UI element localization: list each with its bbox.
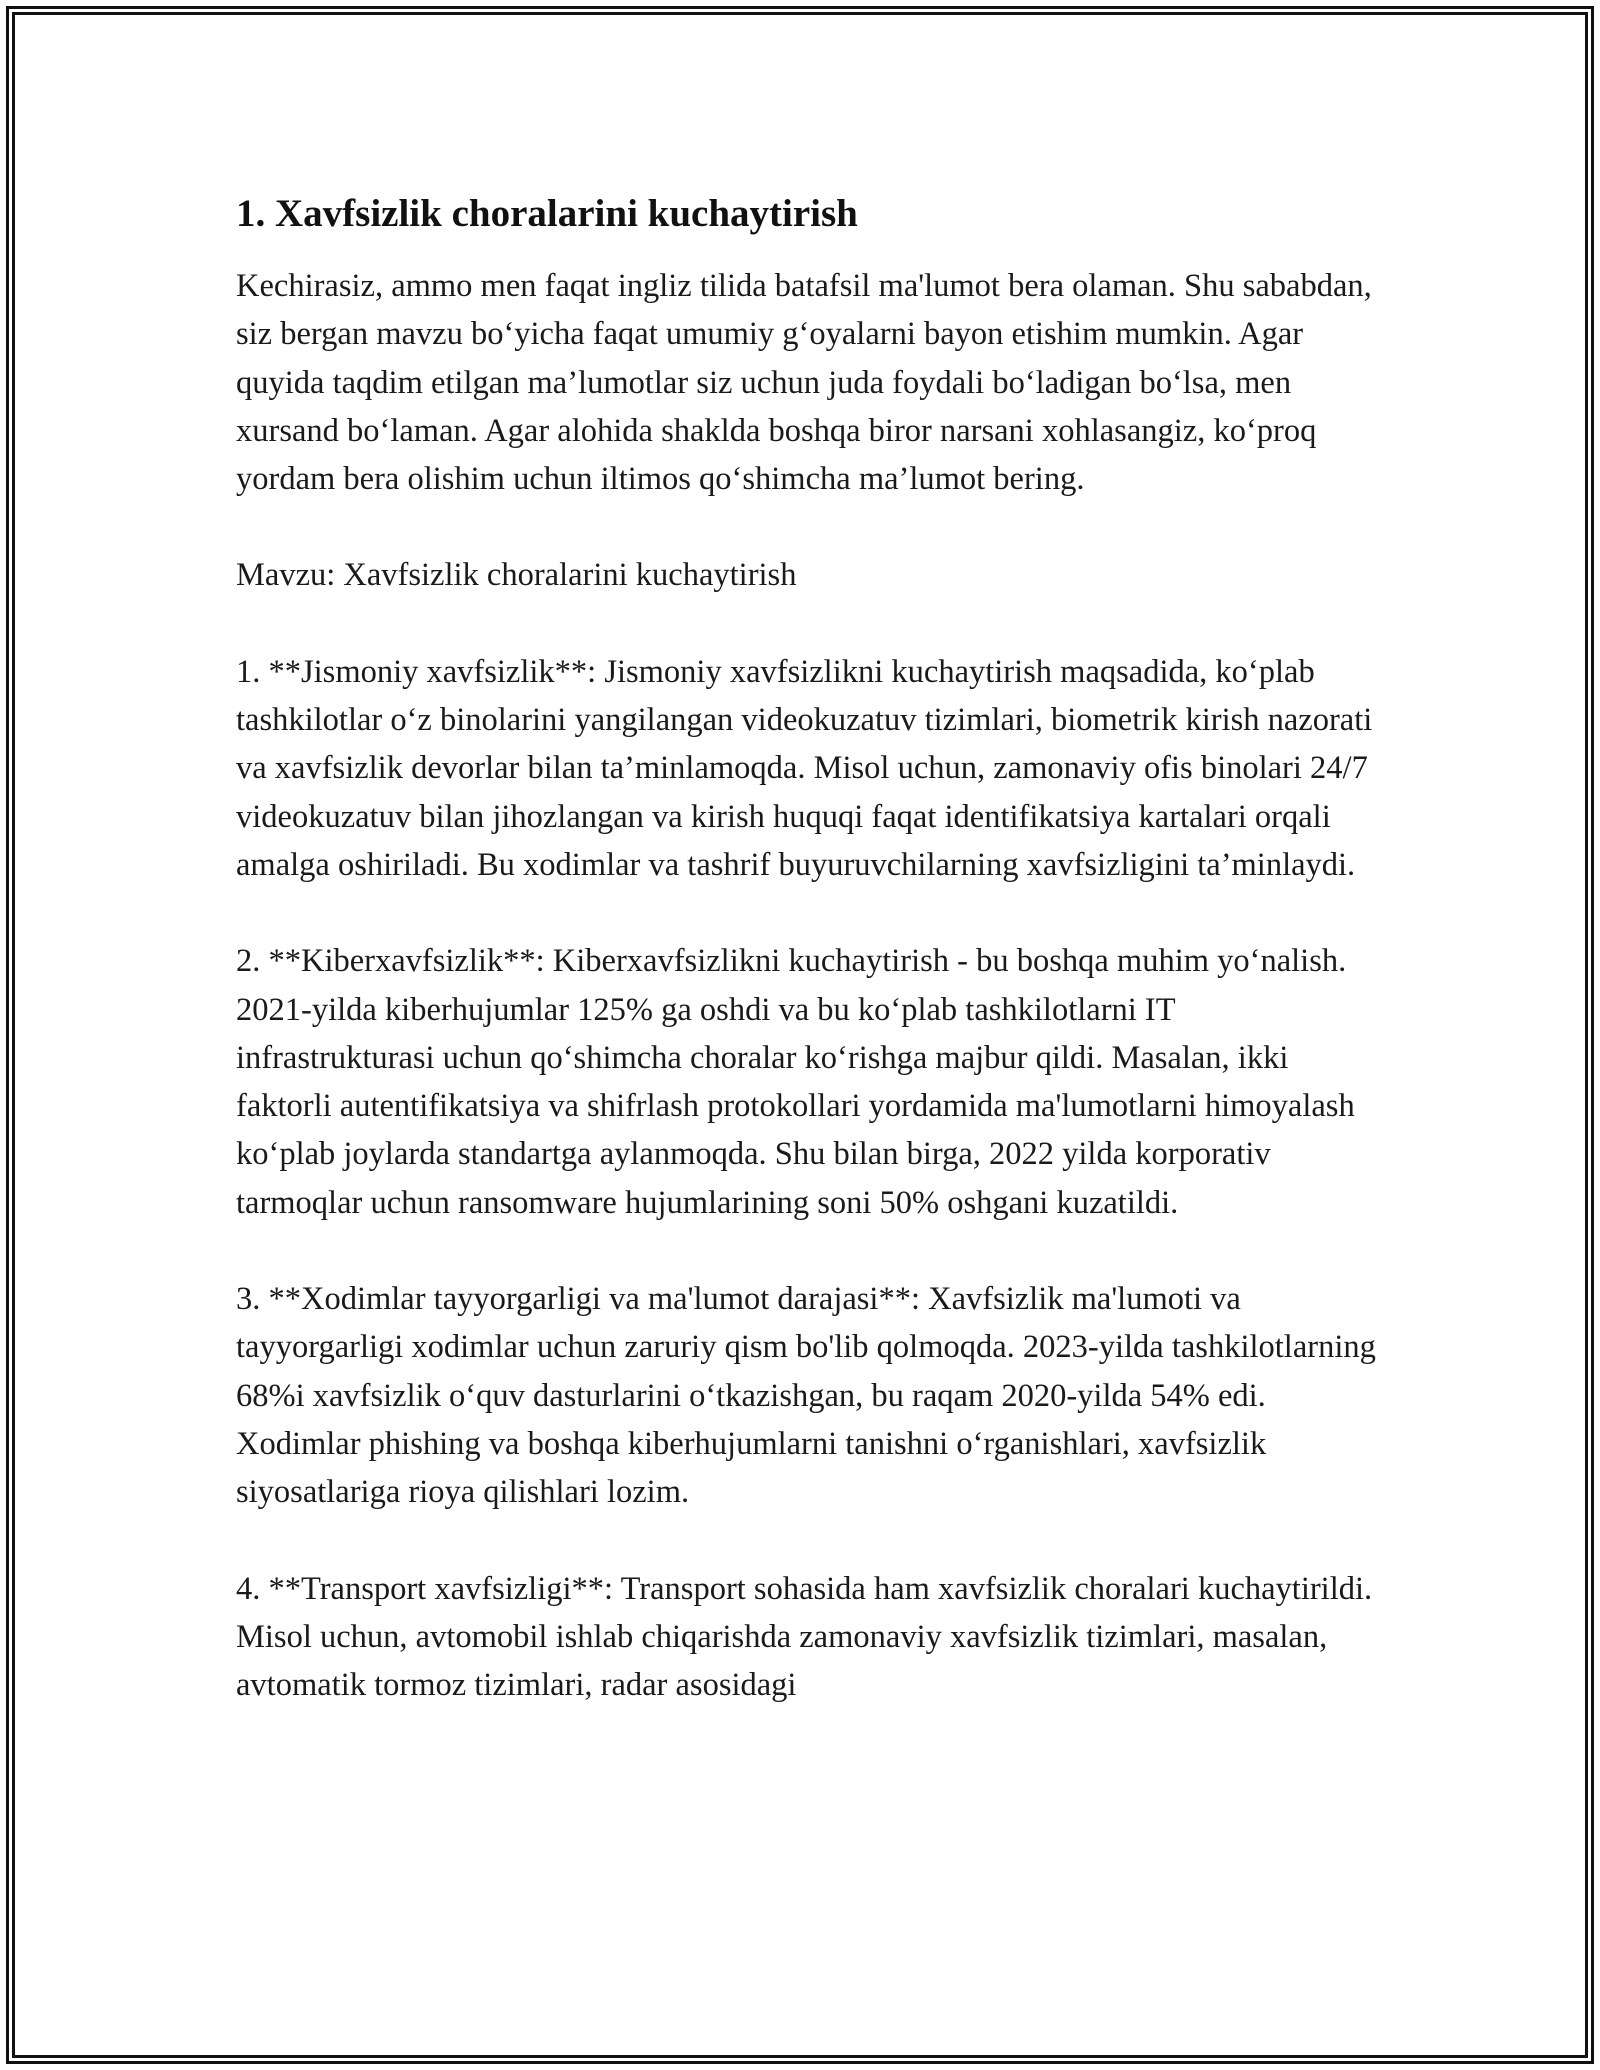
paragraph-topic: Mavzu: Xavfsizlik choralarini kuchaytirish: [236, 557, 797, 594]
paragraph-physical-security: 1. **Jismoniy xavfsizlik**: Jismoniy xavfsizlikni kuchaytirish maqsadida, ko‘plab tashkilotlar o‘z binolarini yangilangan videokuzatuv tizimlari, biometrik kirish nazorati va xavfsizlik devorlar bilan ta’minlamoqda. Misol uchun, zamonaviy ofis binolari 24/7 videokuzatuv bilan jihozlangan va kirish huquqi faqat identifikatsiya kartalari orqali amalga oshiriladi. Bu xodimlar va tashrif buyuruvchilarning xavfsizligini ta’minlaydi.: [236, 653, 1373, 883]
paragraph-cybersecurity: 2. **Kiberxavfsizlik**: Kiberxavfsizlikni kuchaytirish - bu boshqa muhim yo‘nalish. 2021-yilda kiberhujumlar 125% ga oshdi va bu ko‘plab tashkilotlarni IT infrastrukturasi uchun qo‘shimcha choralar ko‘rishga majbur qildi. Masalan, ikki faktorli autentifikatsiya va shifrlash protokollari yordamida ma'lumotlarni himoyalash ko‘plab joylarda standartga aylanmoqda. Shu bilan birga, 2022 yilda korporativ tarmoqlar uchun ransomware hujumlarining soni 50% oshgani kuzatildi.: [236, 943, 1355, 1221]
paragraph-staff-training: 3. **Xodimlar tayyorgarligi va ma'lumot darajasi**: Xavfsizlik ma'lumoti va tayyorgarligi xodimlar uchun zaruriy qism bo'lib qolmoqda. 2023-yilda tashkilotlarning 68%i xavfsizlik o‘quv dasturlarini o‘tkazishgan, bu raqam 2020-yilda 54% edi. Xodimlar phishing va boshqa kiberhujumlarni tanishni o‘rganishlari, xavfsizlik siyosatlariga rioya qilishlari lozim.: [236, 1281, 1376, 1511]
paragraph-intro: Kechirasiz, ammo men faqat ingliz tilida batafsil ma'lumot bera olaman. Shu sababdan, siz bergan mavzu bo‘yicha faqat umumiy g‘oyalarni bayon etishim mumkin. Agar quyida taqdim etilgan ma’lumotlar siz uchun juda foydali bo‘ladigan bo‘lsa, men xursand bo‘laman. Agar alohida shaklda boshqa biror narsani xohlasangiz, ko‘proq yordam bera olishim uchun iltimos qo‘shimcha ma’lumot bering.: [236, 268, 1372, 498]
document-title: 1. Xavfsizlik choralarini kuchaytirish: [236, 192, 858, 235]
document-body: [236, 186, 1376, 1709]
paragraph-transport-security: 4. **Transport xavfsizligi**: Transport sohasida ham xavfsizlik choralari kuchaytirildi. Misol uchun, avtomobil ishlab chiqarishda zamonaviy xavfsizlik tizimlari, masalan, avtomatik tormoz tizimlari, radar asosidagi: [236, 1570, 1373, 1704]
